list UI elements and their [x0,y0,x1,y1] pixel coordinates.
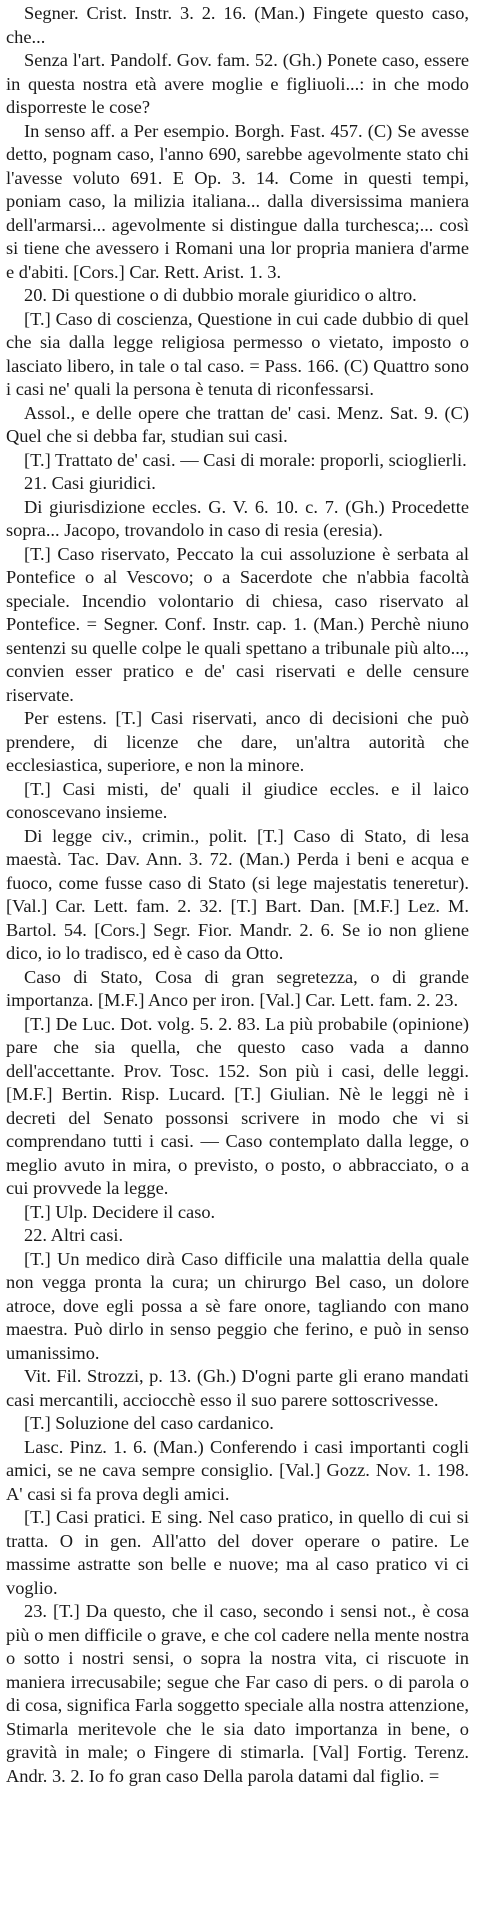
entry-paragraph: In senso aff. a Per esempio. Borgh. Fast. 457. (C) Se avesse detto, pognam caso, l'anno 690, sarebbe agevolmente stato chi l'avesse voluto 691. E Op. 3. 14. Come in questi tempi, poniam caso, la milizia italiana... dalla diversissima maniera dell'armarsi... agevolmente si distingue dalla turchesca;... così si tiene che avessero i Romani una lor propria maniera d'arme e d'abiti. [Cors.] Car. Rett. Arist. 1. 3. [6,120,469,282]
entry-paragraph: Senza l'art. Pandolf. Gov. fam. 52. (Gh.) Ponete caso, essere in questa nostra età avere moglie e figliuoli...: in che modo disporreste le cose? [6,50,469,117]
entry-paragraph: [T.] Caso riservato, Peccato la cui assoluzione è serbata al Pontefice o al Vescovo; o a Sacerdote che n'abbia facoltà speciale. Incendio volontario di chiesa, caso riservato al Pontefice. = Segner. Conf. Instr. cap. 1. (Man.) Perchè niuno sentenzi su quelle colpe le quali spettano a tribunale più alto..., convien esser pratico e de' casi riservati e delle censure riservate. [6,543,469,705]
entry-paragraph: 22. Altri casi. [24,1225,124,1245]
entry-paragraph: [T.] Trattato de' casi. — Casi di morale: proporli, scioglierli. [24,449,467,470]
entry-paragraph: 21. Casi giuridici. [24,473,156,493]
entry-paragraph: Vit. Fil. Strozzi, p. 13. (Gh.) D'ogni parte gli erano mandati casi mercantili, acciocchè esso il suo parere sottoscrivesse. [6,1366,469,1410]
entry-paragraph: [T.] Casi pratici. E sing. Nel caso pratico, in quello di cui si tratta. O in gen. All'atto del dover operare o patire. Le massime astratte son belle e nuove; ma al caso pratico vi ci voglio. [6,1507,469,1598]
entry-paragraph: Per estens. [T.] Casi riservati, anco di decisioni che può prendere, di licenze che dare, un'altra autorità che ecclesiastica, superiore, e non la minore. [6,708,469,775]
entry-paragraph: [T.] Soluzione del caso cardanico. [24,1413,274,1433]
entry-paragraph: [T.] Casi misti, de' quali il giudice eccles. e il laico conoscevano insieme. [6,778,469,822]
entry-paragraph: 23. [T.] Da questo, che il caso, secondo i sensi not., è cosa più o men difficile o grave, e che col cadere nella mente nostra o sotto i nostri sensi, o sopra la nostra vita, ci riscuote in maniera irrecusabile; segue che Far caso di pers. o di parola o di cosa, significa Farla soggetto speciale alla nostra attenzione, Stimarla meritevole che le sia dato importanza in bene, o gravità in male; o Fingere di stimarla. [Val] Fortig. Terenz. Andr. 3. 2. Io fo gran caso Della parola datami dal figlio. = [6,1601,469,1786]
entry-paragraph: 20. Di questione o di dubbio morale giuridico o altro. [24,285,417,305]
entry-paragraph: Assol., e delle opere che trattan de' casi. Menz. Sat. 9. (C) Quel che si debba far, studian sui casi. [6,402,469,446]
entry-paragraph: Lasc. Pinz. 1. 6. (Man.) Conferendo i casi importanti cogli amici, se ne cava sempre consiglio. [Val.] Gozz. Nov. 1. 198. A' casi si fa prova degli amici. [6,1436,469,1504]
entry-paragraph: Di legge civ., crimin., polit. [T.] Caso di Stato, di lesa maestà. Tac. Dav. Ann. 3. 72. (Man.) Perda i beni e acqua e fuoco, come fusse caso di Stato (si lege majestatis teneretur). [Val.] Car. Lett. fam. 2. 32. [T.] Bart. Dan. [M.F.] Lez. M. Bartol. 54. [Cors.] Segr. Fior. Mandr. 2. 6. Se io non gliene dico, io lo tradisco, ed è caso da Otto. [6,825,469,963]
entry-paragraph: Segner. Crist. Instr. 3. 2. 16. (Man.) Fingete questo caso, che... [6,3,469,47]
entry-paragraph: [T.] Ulp. Decidere il caso. [24,1201,216,1222]
entry-paragraph: [T.] Un medico dirà Caso difficile una malattia della quale non vegga pronta la cura; un chirurgo Bel caso, un dolore atroce, dove egli possa a sè fare onore, tagliando con mano maestra. Può dirlo in senso peggio che ferino, e può in senso umanissimo. [6,1248,469,1363]
entry-paragraph: [T.] De Luc. Dot. volg. 5. 2. 83. La più probabile (opinione) pare che sia quella, che questo caso vada a danno dell'accettante. Prov. Tosc. 152. Son più i casi, delle leggi. [M.F.] Bertin. Risp. Lucard. [T.] Giulian. Nè le leggi nè i decreti del Senato possonsi scrivere in modo che vi si comprendano tutti i casi. — Caso contemplato dalla legge, o meglio avuto in mira, o previsto, o posto, o abbracciato, o a cui provvede la legge. [6,1013,469,1198]
entry-paragraph: Caso di Stato, Cosa di gran segretezza, o di grande importanza. [M.F.] Anco per iron. [Val.] Car. Lett. fam. 2. 23. [6,966,469,1010]
entry-text-column [6,2,469,1788]
entry-paragraph: Di giurisdizione eccles. G. V. 6. 10. c. 7. (Gh.) Procedette sopra... Jacopo, trovandolo in caso di resia (eresia). [6,496,469,540]
entry-paragraph: [T.] Caso di coscienza, Questione in cui cade dubbio di quel che sia dalla legge religiosa permesso o vietato, imposto o lasciato libero, in tale o tal caso. = Pass. 166. (C) Quattro sono i casi ne' quali la persona è tenuta di riconfessarsi. [6,308,469,399]
